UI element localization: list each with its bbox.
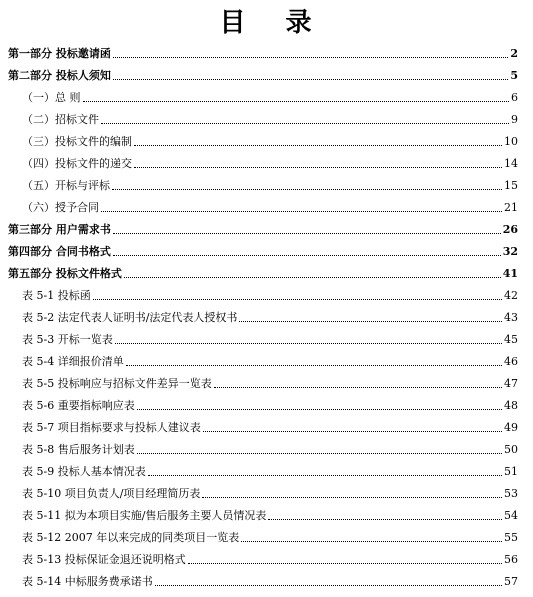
toc-entry-table[interactable] — [22, 376, 518, 392]
toc-entry-label: 第二部分 投标人须知 — [8, 69, 111, 82]
toc-entry-page-number: 45 — [504, 333, 518, 346]
toc-entry-part[interactable] — [8, 46, 518, 62]
toc-leader-dots — [113, 233, 501, 234]
toc-entry-part[interactable] — [8, 266, 518, 282]
toc-entry-page-number: 43 — [504, 311, 518, 324]
toc-entry-page-number: 41 — [502, 267, 518, 280]
toc-entry-label: 表 5-9 投标人基本情况表 — [22, 465, 146, 478]
toc-leader-dots — [113, 57, 509, 58]
toc-leader-dots — [203, 431, 502, 432]
toc-entry-label: 表 5-7 项目指标要求与投标人建议表 — [22, 421, 201, 434]
toc-entry-label: 表 5-2 法定代表人证明书/法定代表人授权书 — [22, 311, 238, 324]
toc-entry-page-number: 42 — [504, 289, 518, 302]
toc-entry-table[interactable] — [22, 552, 518, 568]
toc-entry-table[interactable] — [22, 398, 518, 414]
toc-entry-table[interactable] — [22, 508, 518, 524]
toc-leader-dots — [202, 497, 502, 498]
toc-entry-label: 表 5-10 项目负责人/项目经理简历表 — [22, 487, 201, 500]
toc-leader-dots — [115, 343, 502, 344]
toc-leader-dots — [113, 79, 509, 80]
toc-leader-dots — [113, 255, 501, 256]
toc-entry-page-number: 54 — [504, 509, 518, 522]
toc-entry-label: 第五部分 投标文件格式 — [8, 267, 122, 280]
toc-entry-table[interactable] — [22, 486, 518, 502]
title-char-right: 录 — [285, 8, 314, 38]
toc-entry-label: 表 5-11 拟为本项目实施/售后服务主要人员情况表 — [22, 509, 267, 522]
toc-entry-label: 第四部分 合同书格式 — [8, 245, 111, 258]
toc-leader-dots — [137, 409, 502, 410]
toc-entry-table[interactable] — [22, 420, 518, 436]
toc-entry-label: 表 5-6 重要指标响应表 — [22, 399, 135, 412]
toc-entry-table[interactable] — [22, 574, 518, 590]
toc-entry-sub[interactable] — [22, 90, 518, 106]
toc-leader-dots — [214, 387, 502, 388]
toc-leader-dots — [93, 299, 502, 300]
toc-entry-page-number: 21 — [504, 201, 518, 214]
toc-entry-page-number: 57 — [504, 575, 518, 588]
toc-entry-label: 表 5-3 开标一览表 — [22, 333, 113, 346]
toc-entry-label: （一）总 则 — [22, 91, 81, 104]
toc-entry-page-number: 47 — [504, 377, 518, 390]
toc-entry-page-number: 50 — [504, 443, 518, 456]
toc-entry-page-number: 32 — [502, 245, 518, 258]
toc-entry-table[interactable] — [22, 310, 518, 326]
toc-entry-sub[interactable] — [22, 112, 518, 128]
toc-leader-dots — [155, 585, 502, 586]
toc-entry-page-number: 5 — [510, 69, 518, 82]
toc-entry-label: 表 5-1 投标函 — [22, 289, 91, 302]
toc-entry-label: 表 5-8 售后服务计划表 — [22, 443, 135, 456]
toc-entry-label: （六）授予合同 — [22, 201, 99, 214]
toc-leader-dots — [148, 475, 502, 476]
toc-entry-label: 表 5-4 详细报价清单 — [22, 355, 124, 368]
toc-entry-part[interactable] — [8, 68, 518, 84]
toc-leader-dots — [83, 101, 510, 102]
toc-entry-page-number: 26 — [502, 223, 518, 236]
toc-entry-page-number: 15 — [504, 179, 518, 192]
toc-entry-label: 表 5-5 投标响应与招标文件差异一览表 — [22, 377, 212, 390]
toc-leader-dots — [101, 211, 502, 212]
toc-leader-dots — [126, 365, 502, 366]
toc-entry-sub[interactable] — [22, 134, 518, 150]
toc-leader-dots — [268, 519, 502, 520]
toc-entry-page-number: 55 — [504, 531, 518, 544]
toc-leader-dots — [112, 189, 502, 190]
toc-entry-label: （二）招标文件 — [22, 113, 99, 126]
toc-entry-table[interactable] — [22, 464, 518, 480]
toc-entry-label: （三）投标文件的编制 — [22, 135, 132, 148]
toc-entry-page-number: 48 — [504, 399, 518, 412]
toc-leader-dots — [134, 145, 502, 146]
toc-entry-sub[interactable] — [22, 156, 518, 172]
toc-entry-page-number: 53 — [504, 487, 518, 500]
toc-leader-dots — [134, 167, 502, 168]
toc-entry-page-number: 14 — [504, 157, 518, 170]
toc-entry-label: （四）投标文件的递交 — [22, 157, 132, 170]
toc-leader-dots — [239, 321, 502, 322]
title-char-left: 目 — [219, 8, 248, 38]
toc-entry-sub[interactable] — [22, 200, 518, 216]
toc-entry-page-number: 51 — [504, 465, 518, 478]
toc-entry-part[interactable] — [8, 222, 518, 238]
toc-entry-table[interactable] — [22, 442, 518, 458]
toc-entry-page-number: 6 — [511, 91, 518, 104]
toc-leader-dots — [137, 453, 502, 454]
toc-leader-dots — [101, 123, 509, 124]
toc-entry-part[interactable] — [8, 244, 518, 260]
toc-entry-table[interactable] — [22, 530, 518, 546]
toc-leader-dots — [124, 277, 501, 278]
toc-entry-page-number: 56 — [504, 553, 518, 566]
toc-entry-table[interactable] — [22, 332, 518, 348]
toc-entry-label: 第一部分 投标邀请函 — [8, 47, 111, 60]
toc-entry-label: 第三部分 用户需求书 — [8, 223, 111, 236]
document-title — [0, 2, 533, 39]
toc-entry-label: 表 5-13 投标保证金退还说明格式 — [22, 553, 186, 566]
toc-entry-label: （五）开标与评标 — [22, 179, 110, 192]
toc-entry-label: 表 5-14 中标服务费承诺书 — [22, 575, 153, 588]
toc-entry-table[interactable] — [22, 354, 518, 370]
toc-entry-page-number: 9 — [511, 113, 518, 126]
toc-leader-dots — [188, 563, 502, 564]
toc-entry-page-number: 10 — [504, 135, 518, 148]
toc-entry-sub[interactable] — [22, 178, 518, 194]
toc-entry-label: 表 5-12 2007 年以来完成的同类项目一览表 — [22, 531, 240, 544]
toc-entry-page-number: 46 — [504, 355, 518, 368]
toc-entry-table[interactable] — [22, 288, 518, 304]
toc-entry-page-number: 49 — [504, 421, 518, 434]
toc-leader-dots — [241, 541, 502, 542]
toc-entry-page-number: 2 — [510, 47, 518, 60]
